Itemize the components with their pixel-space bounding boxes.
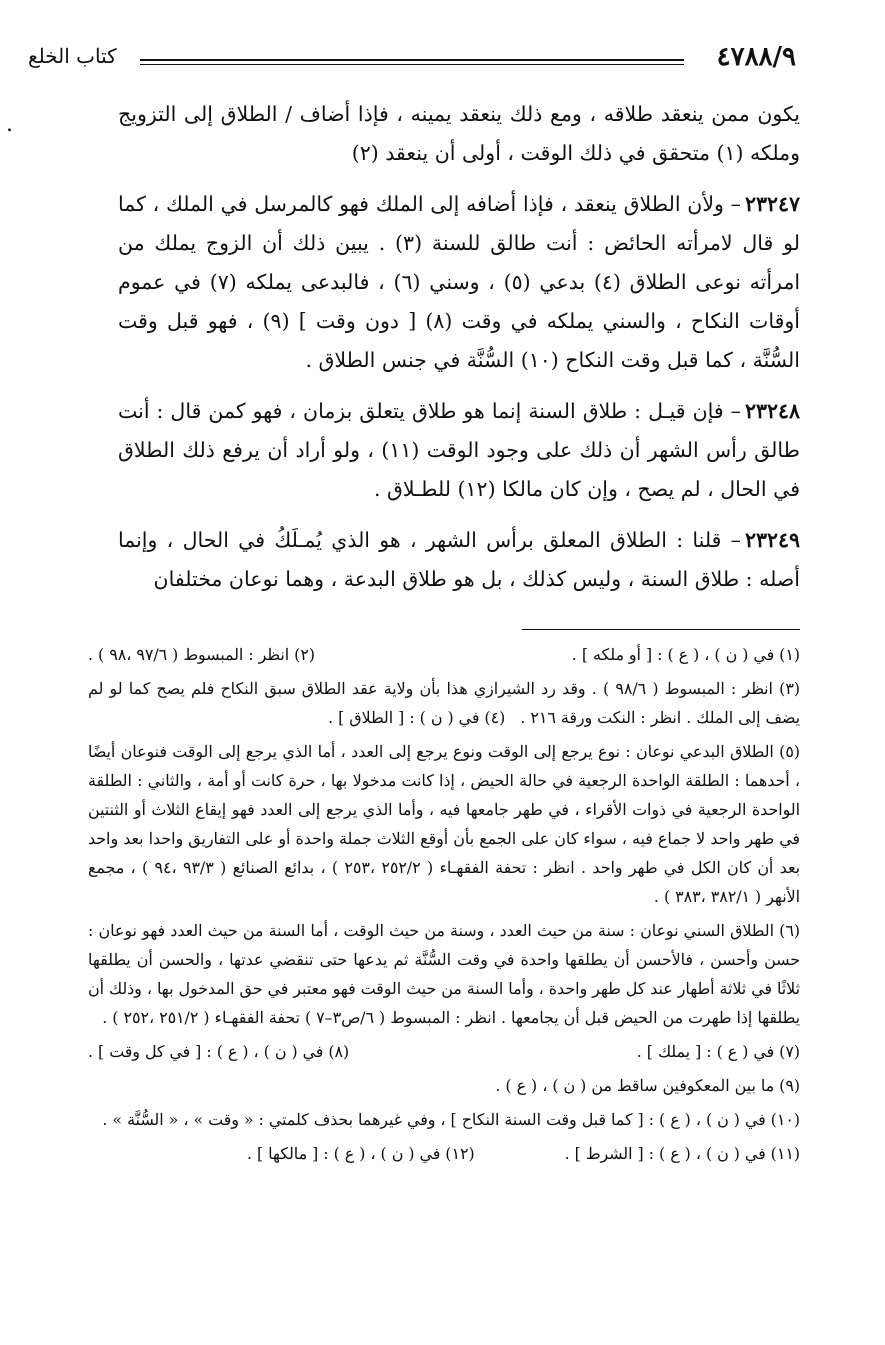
paragraph-text: – ولأن الطلاق ينعقد ، فإذا أضافه إلى الملك فهو كالمرسل في الملك ، كما لو قال لامرأته الحائض : أنت طالق للسنة (٣) . يبين ذلك أن الزوج يملك من امرأته نوعى الطلاق (٤) بدعي (٥) ، وسني (٦) ، فالبدعى يملكه (٧) في عموم أوقات النكاح ، والسني يملكه في وقت (٨) [ دون وقت ] (٩) ، فهو قبل وقت السُّنَّة ، كما قبل وقت النكاح (١٠) السُّنَّة في جنس الطلاق . xyxy=(118,192,801,372)
footnote-1: (١) في ( ن ) ، ( ع ) : [ أو ملكه ] . xyxy=(571,645,800,664)
page-header xyxy=(28,42,796,82)
margin-mark: . xyxy=(6,112,13,137)
paragraph-text: – قلنا : الطلاق المعلق برأس الشهر ، هو الذي يُمـلَكُ في الحال ، وإنما أصله : طلاق السنة ، وليس كذلك ، بل هو طلاق البدعة ، وهما نوعان مختلفان xyxy=(118,528,800,591)
paragraph-23248 xyxy=(118,392,800,509)
paragraph-number: ٢٣٢٤٨ xyxy=(744,399,800,423)
footnote-row xyxy=(88,1139,800,1168)
footnote-2: (٢) انظر : المبسوط ( ٩٧/٦ ،٩٨ ) . xyxy=(88,645,315,664)
footnotes xyxy=(88,640,800,1173)
footnote-11: (١١) في ( ن ) ، ( ع ) : [ الشرط ] . xyxy=(564,1144,800,1163)
footnote-5: (٥) الطلاق البدعي نوعان : نوع يرجع إلى الوقت ونوع يرجع إلى العدد ، أما الذي يرجع إلى الوقت فنوعان أيضًا ، أحدهما : الطلقة الواحدة الرجعية في حالة الحيض ، إذا كانت مدخولا بها ، حرة كانت أو أمة ، والثاني : الطلقة الواحدة الرجعية في ذوات الأقراء ، في طهر جامعها فيه ، وأما الذي يرجع إلى العدد فهو إيقاع الثلاث أو الثنتين في طهر واحد لا جماع فيه ، سواء كان على الجمع بأن أوقع الثلاث جملة واحدة أو على التفاريق واحدا بعد واحد بعد أن كان الكل في طهر واحد . انظر : تحفة الفقهـاء ( ٢٥٢/٢ ،٢٥٣ ) ، بدائع الصنائع ( ٩٣/٣ ،٩٤ ) ، مجمع الأنهر ( ٣٨٢/١ ،٣٨٣ ) . xyxy=(88,742,800,906)
footnote-row xyxy=(88,640,800,669)
footnote-12: (١٢) في ( ن ) ، ( ع ) : [ مالكها ] . xyxy=(246,1144,475,1163)
book-title: كتاب الخلع xyxy=(28,44,117,68)
paragraph-1: يكون ممن ينعقد طلاقه ، ومع ذلك ينعقد يمينه ، فإذا أضاف / الطلاق إلى التزويج وملكه (١) متحقق في ذلك الوقت ، أولى أن ينعقد (٢) xyxy=(118,102,800,165)
footnote-7: (٧) في ( ع ) : [ يملك ] . xyxy=(636,1042,800,1061)
page-number: ٤٧٨٨/٩ xyxy=(716,42,796,72)
main-text xyxy=(118,95,800,611)
header-rule xyxy=(140,59,684,65)
footnote-row xyxy=(88,1037,800,1066)
paragraph-number: ٢٣٢٤٩ xyxy=(744,528,800,552)
footnote-9: (٩) ما بين المعكوفين ساقط من ( ن ) ، ( ع ) . xyxy=(495,1076,800,1095)
footnote-3 xyxy=(88,674,800,732)
footnote-6: (٦) الطلاق السني نوعان : سنة من حيث العدد ، وسنة من حيث الوقت ، أما السنة من حيث العدد فهو نوعان : حسن وأحسن ، فالأحسن أن يطلقها واحدة في وقت السُّنَّة ثم يدعها حتى تنقضي عدتها ، والحسن أن يطلقها ثلاثًا في ثلاثة أطهار عند كل طهر واحدة ، وأما السنة من حيث الوقت فهو معتبر في حق المدخول بها ، وذلك أن يطلقها إذا طهرت من الحيض قبل أن يجامعها . انظر : المبسوط ( ٦/ص٣–٧ ) تحفة الفقهـاء ( ٢٥١/٢ ،٢٥٢ ) . xyxy=(88,921,800,1027)
paragraph-number: ٢٣٢٤٧ xyxy=(744,192,800,216)
footnote-3-text: (٣) انظر : المبسوط ( ٩٨/٦ ) . وقد رد الشيرازي هذا بأن ولاية عقد الطلاق سبق النكاح فلم يصح كما لو لم يضف إلى الملك . انظر : النكت ورقة ٢١٦ . xyxy=(88,679,800,727)
paragraph-23247 xyxy=(118,185,800,380)
footnote-10: (١٠) في ( ن ) ، ( ع ) : [ كما قبل وقت السنة النكاح ] ، وفي غيرهما بحذف كلمتي : « وقت » ، « السُّنَّة » . xyxy=(102,1110,800,1129)
footnote-8: (٨) في ( ن ) ، ( ع ) : [ في كل وقت ] . xyxy=(88,1042,350,1061)
footnote-rule xyxy=(522,629,800,630)
paragraph-text: – فإن قيـل : طلاق السنة إنما هو طلاق يتعلق بزمان ، فهو كمن قال : أنت طالق رأس الشهر أن ذلك على وجود الوقت (١١) ، ولو أراد أن يرفع ذلك الطلاق في الحال ، لم يصح ، وإن كان مالكا (١٢) للطـلاق . xyxy=(118,399,800,501)
footnote-4: (٤) في ( ن ) : [ الطلاق ] . xyxy=(328,708,506,727)
paragraph-23249 xyxy=(118,521,800,599)
